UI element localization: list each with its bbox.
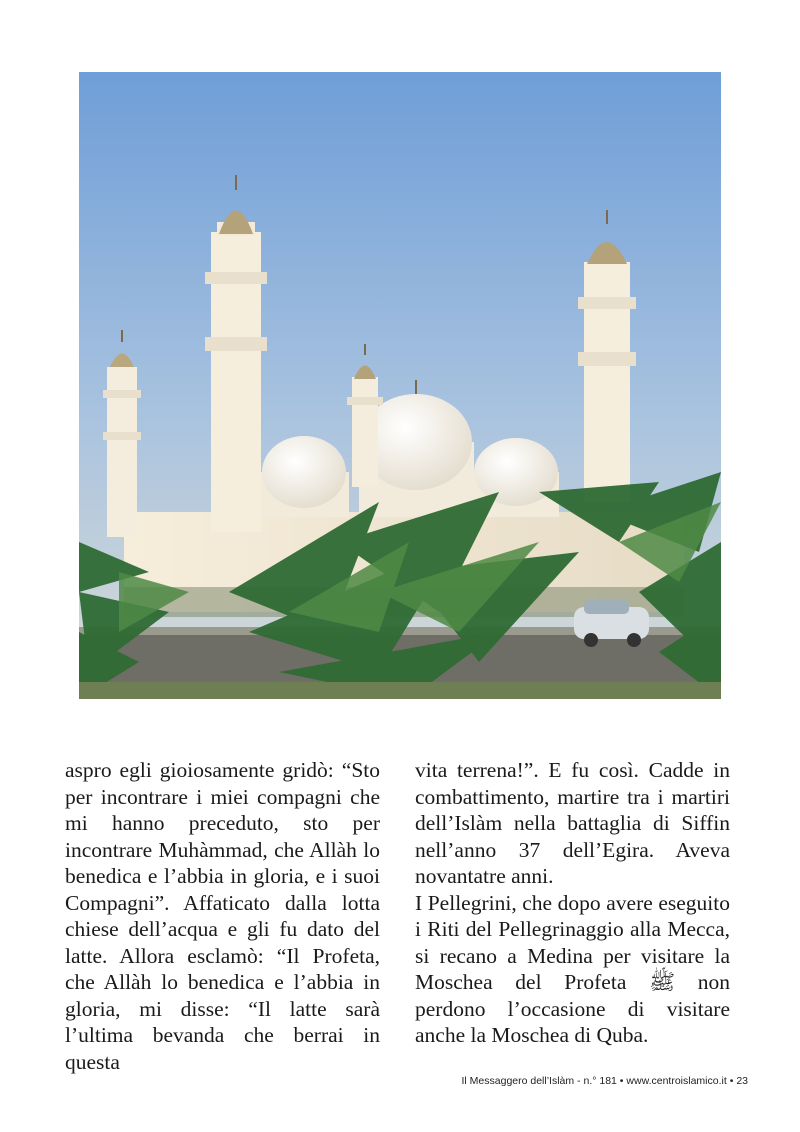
article-paragraph: aspro egli gioiosamente gridò: “Sto per incontrare i miei compagni che mi hanno preceduto, sto per incontrare Muhàmmad, che Allàh lo benedica e l’abbia in gloria, e i suoi Compagni”. Affaticato dalla lotta chiese dell’acqua e gli fu dato del latte. Allora esclamò: “Il Profeta, che Allàh lo benedica e l’abbia in gloria, mi disse: “Il latte sarà l’ultima bevanda che berrai in questa xyxy=(65,758,380,1074)
footer-separator: • xyxy=(619,1075,624,1087)
article-paragraph: I Pellegrini, che dopo avere eseguito i Riti del Pellegrinaggio alla Mecca, si recano a Medina per visitare la Moschea del Profeta ﷺ non perdono l’occasione di visitare anche la Moschea di Quba. xyxy=(415,890,730,1047)
article-column-left xyxy=(65,757,380,1075)
article-column-right xyxy=(415,757,730,1049)
publication-name: Il Messaggero dell’Islàm - n.° 181 xyxy=(461,1075,617,1087)
page-footer xyxy=(330,1075,748,1087)
website-link[interactable]: www.centroislamico.it xyxy=(626,1075,727,1087)
footer-separator: • xyxy=(729,1075,734,1087)
mosque-photo xyxy=(79,72,721,699)
mosque-with-minarets-and-palms-icon xyxy=(79,72,721,699)
page-number: 23 xyxy=(736,1075,748,1087)
article-paragraph: vita terrena!”. E fu così. Cadde in combattimento, martire tra i martiri dell’Islàm nella battaglia di Siffin nell’anno 37 dell’Egira. Aveva novantatre anni. xyxy=(415,758,730,888)
